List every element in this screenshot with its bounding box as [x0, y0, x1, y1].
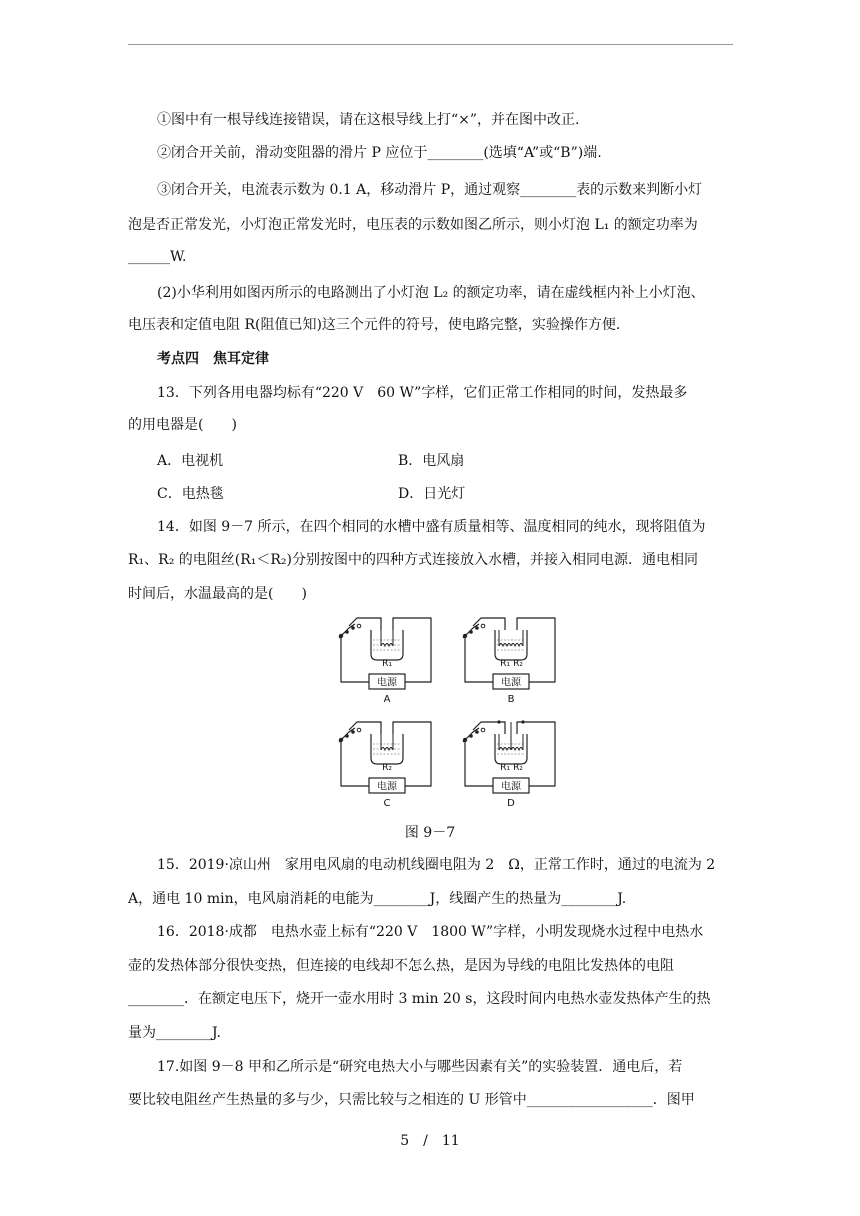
terminal-dot	[357, 728, 361, 732]
terminal-dot	[475, 730, 479, 734]
terminal-dot	[351, 730, 355, 734]
terminal-dot	[345, 630, 349, 634]
terminal-dot	[469, 734, 473, 738]
power-source-label: 电源	[501, 677, 521, 689]
question-17-cont: 要比较电阻丝产生热量的多与少，只需比较与之相连的 U 形管中__________________．图甲	[128, 1092, 695, 1108]
option-c: C．电热毯	[157, 486, 224, 502]
panel-letter: B	[507, 694, 515, 705]
question-16-cont: 量为________J.	[128, 1025, 221, 1041]
section-heading: 考点四 焦耳定律	[157, 351, 269, 367]
panel-letter: A	[383, 694, 391, 705]
text-line: ______W.	[128, 249, 187, 265]
question-15-cont: A，通电 10 min，电风扇消耗的电能为________J，线圈产生的热量为________J.	[128, 891, 627, 907]
terminal-dot	[481, 624, 485, 628]
circuit-panel-c	[339, 722, 431, 809]
question-13: 13．下列各用电器均标有“220 V 60 W”字样，它们正常工作相同的时间，发热最多	[157, 385, 688, 401]
option-b: B．电风扇	[398, 453, 465, 469]
question-17: 17.如图 9－8 甲和乙所示是“研究电热大小与哪些因素有关”的实验装置．通电后，若	[157, 1059, 683, 1075]
power-source-label: 电源	[377, 677, 397, 689]
options-row	[157, 451, 717, 471]
circuit-panel-d	[463, 720, 555, 809]
label-r1: R₁	[382, 659, 392, 669]
circuit-figure	[335, 616, 557, 820]
question-13-cont: 的用电器是( )	[128, 417, 237, 433]
question-15: 15．2019·凉山州 家用电风扇的电动机线圈电阻为 2 Ω，正常工作时，通过的电流为 2	[157, 857, 716, 873]
terminal-dot	[475, 626, 479, 630]
power-source-label: 电源	[377, 781, 397, 793]
header-rule	[128, 44, 733, 45]
terminal-dot	[463, 738, 467, 742]
terminal-dot	[339, 738, 343, 742]
junction-dot	[521, 720, 524, 723]
terminal-dot	[351, 626, 355, 630]
text-line: ①图中有一根导线连接错误，请在这根导线上打“×”，并在图中改正.	[157, 112, 580, 128]
power-source-label: 电源	[501, 781, 521, 793]
terminal-dot	[469, 630, 473, 634]
question-14-cont: R₁、R₂ 的电阻丝(R₁＜R₂)分别按图中的四种方式连接放入水槽，并接入相同电源．通电相同	[128, 552, 698, 568]
circuit-panel-a	[339, 618, 431, 705]
figure-caption: 图 9－7	[404, 825, 456, 841]
page-number: 5 / 11	[400, 1133, 460, 1149]
label-r2: R₂	[513, 763, 523, 773]
panel-letter: C	[383, 798, 391, 809]
text-line: ③闭合开关，电流表示数为 0.1 A，移动滑片 P，通过观察________表的示数来判断小灯	[157, 182, 703, 198]
panel-letter: D	[507, 798, 515, 809]
options-row	[157, 484, 717, 504]
option-a: A．电视机	[157, 453, 224, 469]
lead-wire	[499, 630, 523, 646]
text-line: ②闭合开关前，滑动变阻器的滑片 P 应位于________(选填“A”或“B”)端.	[157, 145, 602, 161]
terminal-dot	[463, 634, 467, 638]
label-r1: R₁	[500, 659, 510, 669]
question-16: 16．2018·成都 电热水壶上标有“220 V 1800 W”字样，小明发现烧水过程中电热水	[157, 924, 704, 940]
text-line: (2)小华利用如图丙所示的电路测出了小灯泡 L₂ 的额定功率，请在虚线框内补上小灯泡、	[157, 285, 705, 301]
question-14: 14．如图 9－7 所示，在四个相同的水槽中盛有质量相等、温度相同的纯水，现将阻值为	[157, 519, 706, 535]
junction-dot	[497, 720, 500, 723]
label-r2: R₂	[382, 763, 392, 773]
question-16-cont: ________．在额定电压下，烧开一壶水用时 3 min 20 s，这段时间内电热水壶发热体产生的热	[128, 991, 711, 1007]
label-r1: R₁	[500, 763, 510, 773]
circuit-panel-b	[463, 618, 555, 705]
terminal-dot	[339, 634, 343, 638]
terminal-dot	[481, 728, 485, 732]
question-14-cont: 时间后，水温最高的是( )	[128, 586, 307, 602]
label-r2: R₂	[513, 659, 523, 669]
question-16-cont: 壶的发热体部分很快变热，但连接的电线却不怎么热，是因为导线的电阻比发热体的电阻	[128, 958, 674, 974]
option-d: D．日光灯	[398, 486, 466, 502]
terminal-dot	[345, 734, 349, 738]
text-line: 电压表和定值电阻 R(阻值已知)这三个元件的符号，使电路完整，实验操作方便.	[128, 317, 621, 333]
text-line: 泡是否正常发光，小灯泡正常发光时，电压表的示数如图乙所示，则小灯泡 L₁ 的额定功率为	[128, 217, 698, 233]
terminal-dot	[357, 624, 361, 628]
